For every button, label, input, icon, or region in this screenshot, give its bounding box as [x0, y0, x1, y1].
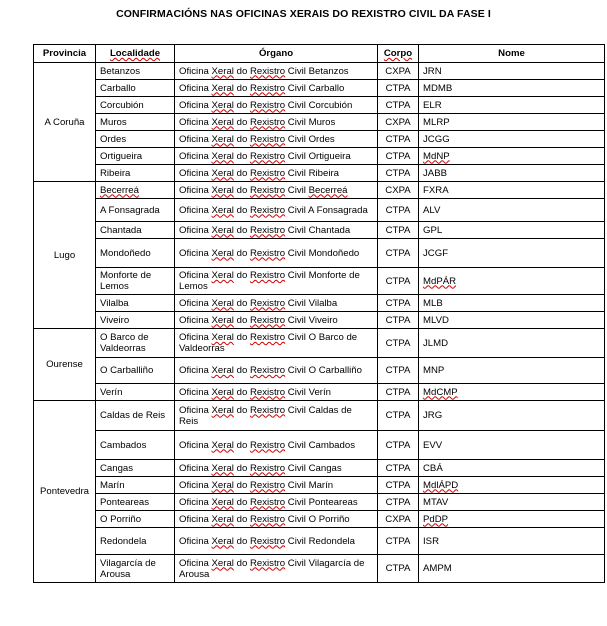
organo-cell: Oficina Xeral do Rexistro Civil Muros: [175, 114, 378, 131]
table-row: [34, 511, 605, 528]
corpo-cell: CTPA: [378, 97, 419, 114]
table-row: [34, 114, 605, 131]
organo-cell: Oficina Xeral do Rexistro Civil Vilagarcía de Arousa: [175, 555, 378, 583]
table-row: [34, 431, 605, 460]
nome-cell: MLB: [419, 295, 605, 312]
organo-cell: Oficina Xeral do Rexistro Civil Chantada: [175, 222, 378, 239]
organo-cell: Oficina Xeral do Rexistro Civil Cangas: [175, 460, 378, 477]
table-row: [34, 295, 605, 312]
corpo-cell: CTPA: [378, 358, 419, 384]
organo-cell: Oficina Xeral do Rexistro Civil Marín: [175, 477, 378, 494]
organo-cell: Oficina Xeral do Rexistro Civil Ordes: [175, 131, 378, 148]
nome-cell: CBÁ: [419, 460, 605, 477]
organo-cell: Oficina Xeral do Rexistro Civil Monforte de Lemos: [175, 268, 378, 295]
table-row: [34, 401, 605, 431]
localidade-cell: Cambados: [96, 431, 175, 460]
organo-cell: Oficina Xeral do Rexistro Civil Ortigueira: [175, 148, 378, 165]
nome-cell: MdPÁR: [419, 268, 605, 295]
table-row: [34, 148, 605, 165]
nome-cell: JABB: [419, 165, 605, 182]
localidade-cell: Mondoñedo: [96, 239, 175, 268]
table-row: [34, 494, 605, 511]
corpo-cell: CTPA: [378, 401, 419, 431]
nome-cell: EVV: [419, 431, 605, 460]
table-row: [34, 199, 605, 222]
organo-cell: Oficina Xeral do Rexistro Civil Carballo: [175, 80, 378, 97]
corpo-cell: CXPA: [378, 114, 419, 131]
table-row: [34, 63, 605, 80]
table-row: [34, 182, 605, 199]
corpo-cell: CTPA: [378, 199, 419, 222]
organo-cell: Oficina Xeral do Rexistro Civil O Carballiño: [175, 358, 378, 384]
corpo-cell: CXPA: [378, 182, 419, 199]
table-row: [34, 329, 605, 358]
provincia-cell: Ourense: [34, 329, 96, 401]
table-row: [34, 555, 605, 583]
localidade-cell: Ortigueira: [96, 148, 175, 165]
header-nome: Nome: [419, 45, 605, 63]
nome-cell: ALV: [419, 199, 605, 222]
corpo-cell: CTPA: [378, 528, 419, 555]
table-row: [34, 239, 605, 268]
organo-cell: Oficina Xeral do Rexistro Civil Mondoñedo: [175, 239, 378, 268]
corpo-cell: CXPA: [378, 511, 419, 528]
organo-cell: Oficina Xeral do Rexistro Civil Viveiro: [175, 312, 378, 329]
provincia-cell: Lugo: [34, 182, 96, 329]
localidade-cell: Cangas: [96, 460, 175, 477]
organo-cell: Oficina Xeral do Rexistro Civil Redondela: [175, 528, 378, 555]
corpo-cell: CTPA: [378, 312, 419, 329]
corpo-cell: CTPA: [378, 477, 419, 494]
nome-cell: JRN: [419, 63, 605, 80]
nome-cell: MLVD: [419, 312, 605, 329]
corpo-cell: CTPA: [378, 329, 419, 358]
table-row: [34, 97, 605, 114]
localidade-cell: Redondela: [96, 528, 175, 555]
provincia-cell: Pontevedra: [34, 401, 96, 583]
header-organo: Órgano: [175, 45, 378, 63]
organo-cell: Oficina Xeral do Rexistro Civil O Barco de Valdeorras: [175, 329, 378, 358]
table-row: [34, 384, 605, 401]
table-row: [34, 477, 605, 494]
organo-cell: Oficina Xeral do Rexistro Civil Vilalba: [175, 295, 378, 312]
corpo-cell: CTPA: [378, 268, 419, 295]
table-row: [34, 528, 605, 555]
organo-cell: Oficina Xeral do Rexistro Civil O Porriño: [175, 511, 378, 528]
corpo-cell: CTPA: [378, 431, 419, 460]
table-row: [34, 460, 605, 477]
localidade-cell: Becerreá: [96, 182, 175, 199]
table-row: [34, 312, 605, 329]
corpo-cell: CTPA: [378, 460, 419, 477]
localidade-cell: Vilagarcía de Arousa: [96, 555, 175, 583]
corpo-cell: CTPA: [378, 80, 419, 97]
nome-cell: MLRP: [419, 114, 605, 131]
nome-cell: MNP: [419, 358, 605, 384]
nome-cell: FXRA: [419, 182, 605, 199]
nome-cell: AMPM: [419, 555, 605, 583]
corpo-cell: CTPA: [378, 239, 419, 268]
organo-cell: Oficina Xeral do Rexistro Civil Corcubión: [175, 97, 378, 114]
nome-cell: MdNP: [419, 148, 605, 165]
table-row: [34, 131, 605, 148]
table-row: [34, 222, 605, 239]
table-row: [34, 358, 605, 384]
corpo-cell: CTPA: [378, 165, 419, 182]
corpo-cell: CTPA: [378, 222, 419, 239]
localidade-cell: Verín: [96, 384, 175, 401]
nome-cell: MTAV: [419, 494, 605, 511]
table-row: [34, 165, 605, 182]
localidade-cell: Carballo: [96, 80, 175, 97]
nome-cell: JCGG: [419, 131, 605, 148]
corpo-cell: CXPA: [378, 63, 419, 80]
nome-cell: GPL: [419, 222, 605, 239]
table-body: [34, 63, 605, 583]
corpo-cell: CTPA: [378, 131, 419, 148]
nome-cell: JCGF: [419, 239, 605, 268]
localidade-cell: Corcubión: [96, 97, 175, 114]
localidade-cell: Muros: [96, 114, 175, 131]
nome-cell: JRG: [419, 401, 605, 431]
localidade-cell: Ordes: [96, 131, 175, 148]
localidade-cell: Caldas de Reis: [96, 401, 175, 431]
nome-cell: MDMB: [419, 80, 605, 97]
localidade-cell: Betanzos: [96, 63, 175, 80]
organo-cell: Oficina Xeral do Rexistro Civil Caldas de Reis: [175, 401, 378, 431]
organo-cell: Oficina Xeral do Rexistro Civil Ribeira: [175, 165, 378, 182]
table-row: [34, 268, 605, 295]
localidade-cell: Chantada: [96, 222, 175, 239]
localidade-cell: O Carballiño: [96, 358, 175, 384]
header-localidade: Localidade: [96, 45, 175, 63]
corpo-cell: CTPA: [378, 555, 419, 583]
organo-cell: Oficina Xeral do Rexistro Civil Betanzos: [175, 63, 378, 80]
nome-cell: JLMD: [419, 329, 605, 358]
corpo-cell: CTPA: [378, 384, 419, 401]
localidade-cell: Vilalba: [96, 295, 175, 312]
localidade-cell: Ponteareas: [96, 494, 175, 511]
header-corpo: Corpo: [378, 45, 419, 63]
organo-cell: Oficina Xeral do Rexistro Civil Ponteareas: [175, 494, 378, 511]
localidade-cell: A Fonsagrada: [96, 199, 175, 222]
table-row: [34, 80, 605, 97]
corpo-cell: CTPA: [378, 295, 419, 312]
provincia-cell: A Coruña: [34, 63, 96, 182]
nome-cell: ELR: [419, 97, 605, 114]
localidade-cell: O Barco de Valdeorras: [96, 329, 175, 358]
nome-cell: PdDP: [419, 511, 605, 528]
localidade-cell: Viveiro: [96, 312, 175, 329]
table-header-row: [34, 45, 605, 63]
corpo-cell: CTPA: [378, 494, 419, 511]
localidade-cell: Monforte de Lemos: [96, 268, 175, 295]
organo-cell: Oficina Xeral do Rexistro Civil A Fonsagrada: [175, 199, 378, 222]
header-provincia: Provincia: [34, 45, 96, 63]
nome-cell: MdlÁPD: [419, 477, 605, 494]
confirmations-table: [33, 44, 605, 583]
corpo-cell: CTPA: [378, 148, 419, 165]
document-title: CONFIRMACIÓNS NAS OFICINAS XERAIS DO REXISTRO CIVIL DA FASE I: [116, 8, 491, 20]
organo-cell: Oficina Xeral do Rexistro Civil Verín: [175, 384, 378, 401]
localidade-cell: Marín: [96, 477, 175, 494]
organo-cell: Oficina Xeral do Rexistro Civil Becerreá: [175, 182, 378, 199]
nome-cell: MdCMP: [419, 384, 605, 401]
nome-cell: ISR: [419, 528, 605, 555]
localidade-cell: O Porriño: [96, 511, 175, 528]
localidade-cell: Ribeira: [96, 165, 175, 182]
organo-cell: Oficina Xeral do Rexistro Civil Cambados: [175, 431, 378, 460]
